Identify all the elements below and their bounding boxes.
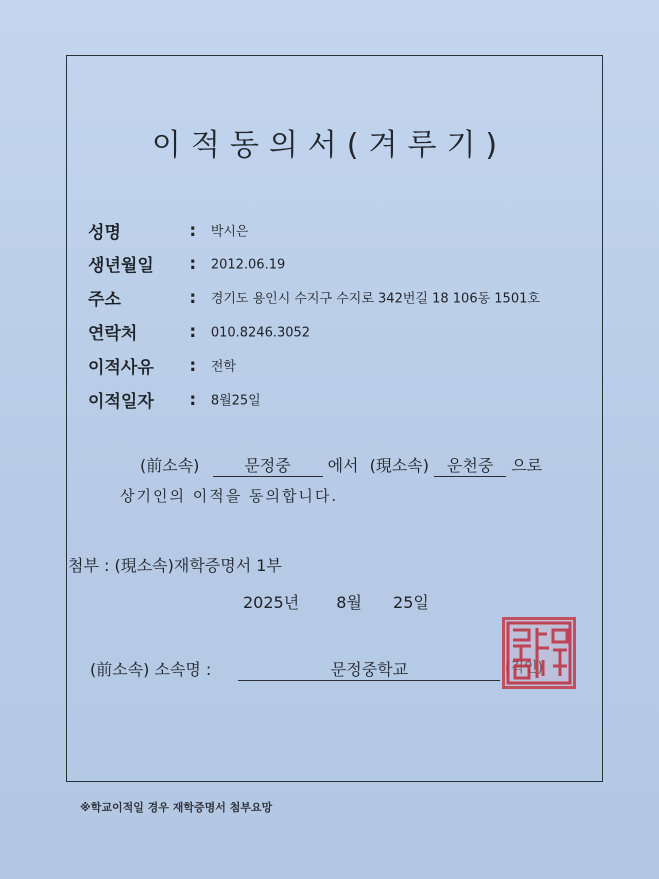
date-year: 2025년 bbox=[243, 593, 300, 612]
field-value-date: 8월25일 bbox=[210, 393, 261, 409]
date-month: 8월 bbox=[336, 593, 362, 612]
to-word: 으로 bbox=[511, 456, 543, 475]
field-value-birth: 2012.06.19 bbox=[210, 257, 286, 273]
document-title: 이적동의서(겨루기) bbox=[151, 128, 508, 163]
prev-school-blank: 문정중 bbox=[213, 453, 323, 477]
field-value-name: 박시은 bbox=[210, 224, 249, 240]
official-seal-stamp bbox=[502, 617, 576, 689]
field-colon: : bbox=[189, 220, 197, 241]
field-reason-row bbox=[88, 353, 236, 378]
field-colon: : bbox=[189, 287, 197, 308]
field-label-contact: 연락처 bbox=[88, 324, 138, 344]
field-label-date: 이적일자 bbox=[88, 392, 154, 412]
field-date-row bbox=[88, 387, 261, 412]
field-contact-row bbox=[88, 319, 310, 344]
field-colon: : bbox=[189, 389, 197, 410]
field-value-reason: 전학 bbox=[210, 359, 236, 375]
field-birth-row bbox=[88, 251, 285, 276]
seal-placeholder: (직인) bbox=[505, 660, 543, 676]
date-day: 25일 bbox=[393, 593, 429, 612]
from-word: 에서 bbox=[327, 456, 359, 475]
school-name: 문정중학교 bbox=[238, 657, 500, 681]
field-label-name: 성명 bbox=[88, 223, 121, 243]
footnote: ※학교이적일 경우 재학증명서 첨부요망 bbox=[80, 801, 273, 814]
field-label-birth: 생년월일 bbox=[88, 256, 154, 276]
field-value-contact: 010.8246.3052 bbox=[210, 325, 311, 341]
curr-school-blank: 운천중 bbox=[434, 453, 506, 477]
field-colon: : bbox=[189, 253, 197, 274]
prev-affiliation-label: (前소속) bbox=[140, 456, 200, 475]
consent-line bbox=[140, 453, 542, 477]
field-value-address: 경기도 용인시 수지구 수지로 342번길 18 106동 1501호 bbox=[210, 291, 540, 307]
field-label-reason: 이적사유 bbox=[88, 358, 154, 378]
field-colon: : bbox=[189, 321, 197, 342]
consent-sentence: 상기인의 이적을 동의합니다. bbox=[120, 487, 339, 505]
curr-affiliation-label: (現소속) bbox=[369, 456, 430, 475]
attachment-line: 첨부 : (現소속)재학증명서 1부 bbox=[68, 556, 282, 575]
school-label: (前소속) 소속명 : bbox=[90, 660, 212, 679]
field-colon: : bbox=[189, 355, 197, 376]
field-label-address: 주소 bbox=[88, 290, 121, 310]
school-line bbox=[90, 657, 500, 681]
signing-date bbox=[243, 590, 451, 613]
field-address-row bbox=[88, 285, 540, 310]
field-name-row bbox=[88, 218, 249, 243]
